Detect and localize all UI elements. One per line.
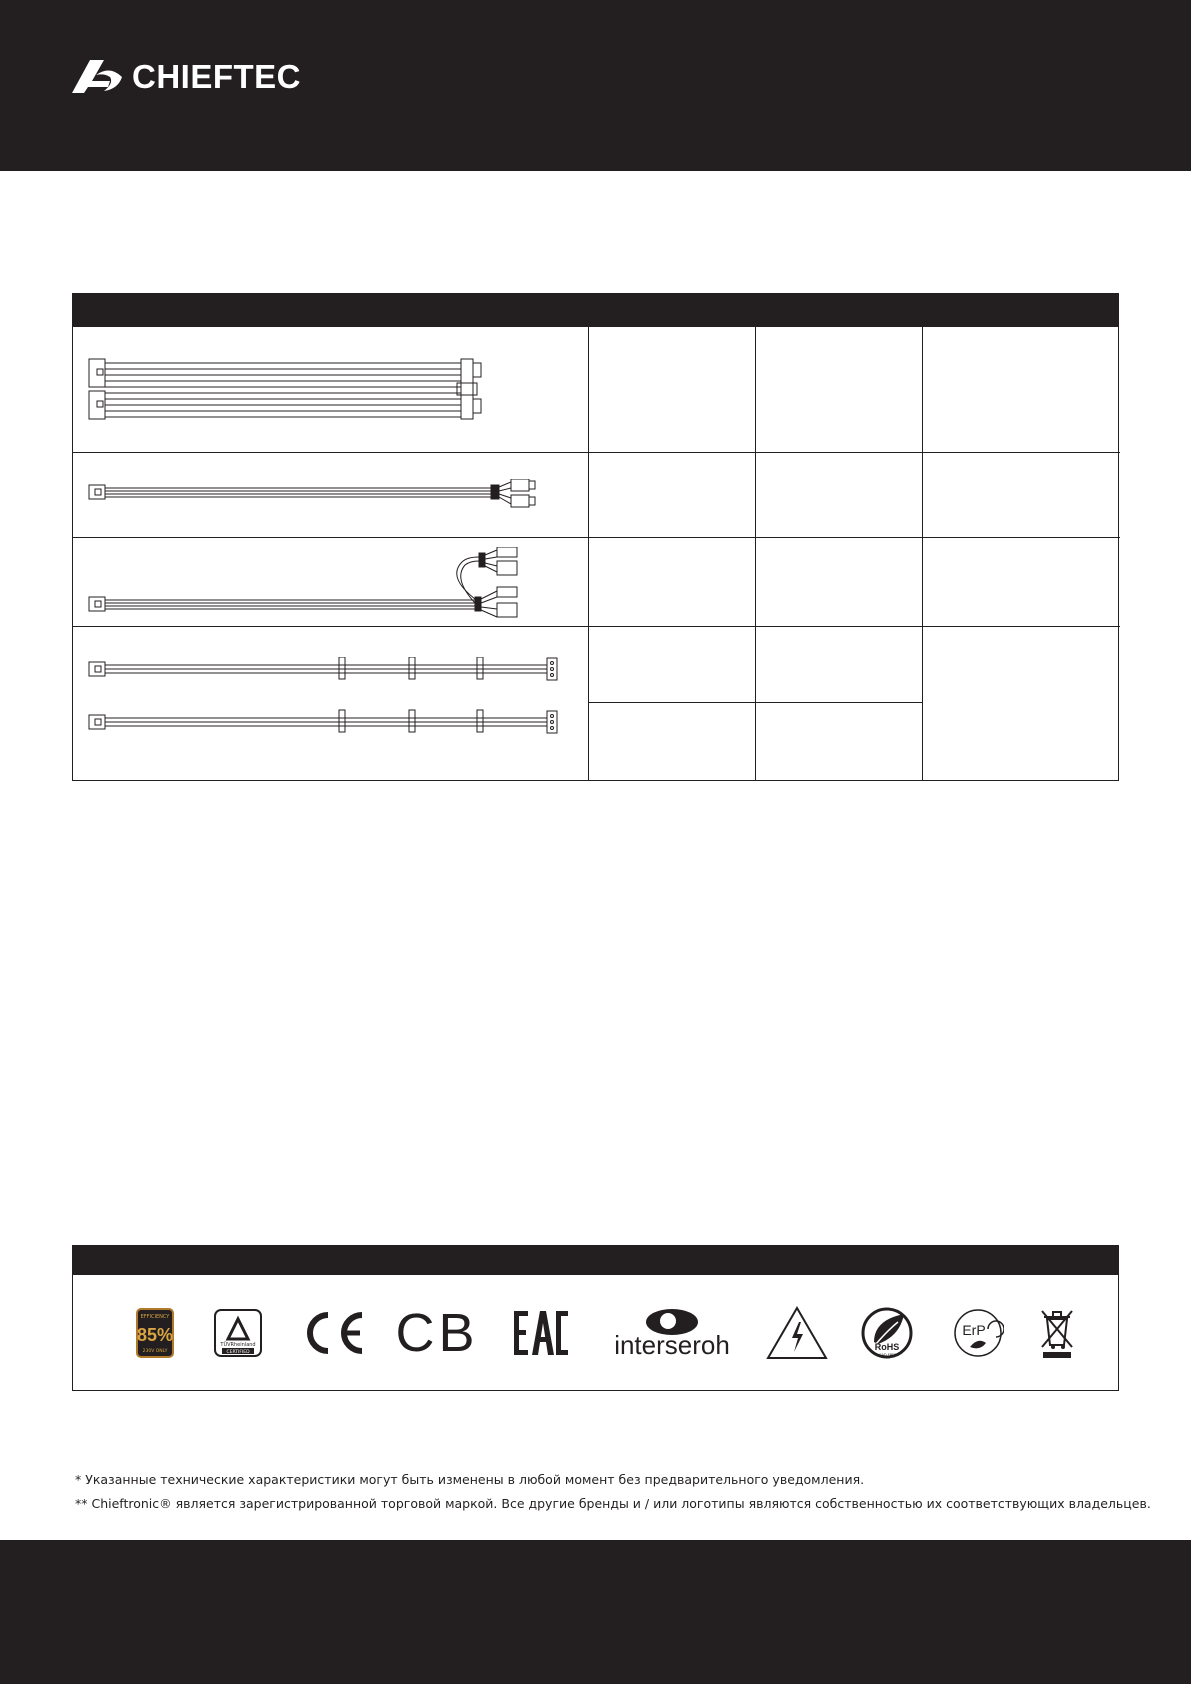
- rohs-bottom-text: LEAD FREE: [877, 1353, 897, 1357]
- tuv-top-text: TÜVRheinland: [220, 1342, 256, 1348]
- badge-value: 85%: [136, 1325, 174, 1345]
- erp-mark-icon: [951, 1305, 1005, 1361]
- page-header: [0, 0, 1191, 171]
- page-footer: [0, 1540, 1191, 1684]
- ce-mark-icon: [299, 1305, 367, 1361]
- row-divider: [588, 702, 922, 703]
- cpu-cable-drawing: [87, 479, 567, 511]
- row-divider: [73, 537, 1120, 538]
- rohs-lead-free-icon: [859, 1305, 915, 1361]
- cb-mark-icon: [395, 1305, 479, 1361]
- column-divider: [755, 327, 756, 781]
- badge-top-text: EFFICIENCY: [140, 1314, 170, 1320]
- atx-cable-drawing: [87, 357, 487, 421]
- column-divider: [922, 327, 923, 781]
- cable-table-header-bar: [72, 293, 1119, 327]
- row-divider: [73, 452, 1120, 453]
- eac-mark-icon: [513, 1305, 569, 1361]
- rohs-text: RoHS: [874, 1342, 900, 1352]
- interseroh-logo-icon: [607, 1305, 737, 1361]
- column-divider: [588, 327, 589, 781]
- badge-bottom-text: 230V ONLY: [142, 1349, 168, 1354]
- tuv-rheinland-certified-icon: [213, 1305, 263, 1361]
- high-voltage-warning-icon: [765, 1305, 829, 1361]
- brand-logo: [70, 55, 340, 99]
- certifications-box: [72, 1275, 1119, 1391]
- efficiency-85-badge-icon: [135, 1305, 175, 1361]
- weee-crossed-bin-icon: [1035, 1305, 1079, 1361]
- cable-table: [72, 327, 1119, 781]
- tuv-bottom-text: CERTIFIED: [226, 1350, 250, 1355]
- certifications-header-bar: [72, 1245, 1119, 1275]
- chieftec-mark-icon: [70, 57, 126, 97]
- pci-e-cable-drawing: [87, 547, 527, 627]
- footnote-trademark: ** Chieftronic® является зарегистрированной торговой маркой. Все другие бренды и / или логотипы являются собственностью их соответствующих владельцев.: [75, 1496, 1151, 1511]
- footnotes: [75, 1468, 1175, 1516]
- brand-name: CHIEFTEC: [132, 58, 301, 95]
- interseroh-text: interseroh: [614, 1330, 730, 1360]
- erp-text: ErP: [962, 1322, 986, 1338]
- cb-text: CB: [395, 1303, 479, 1363]
- sata-cable-drawing: [87, 657, 567, 767]
- footnote-specs-change: * Указанные технические характеристики могут быть изменены в любой момент без предварительного уведомления.: [75, 1472, 865, 1487]
